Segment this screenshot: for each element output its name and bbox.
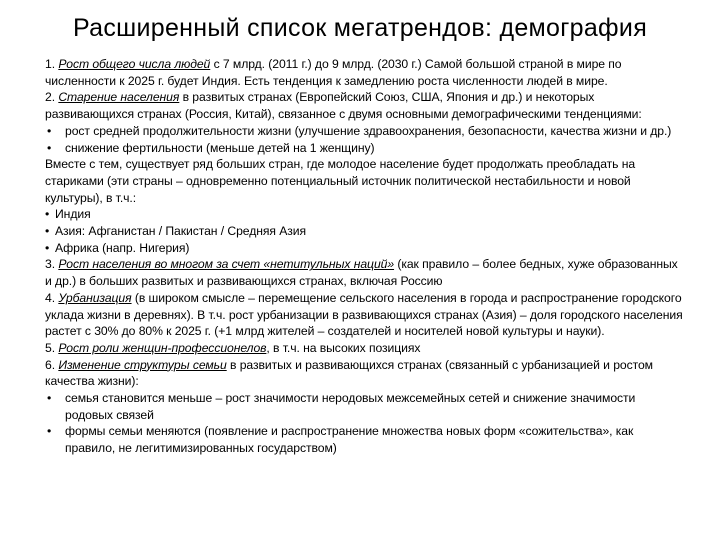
trend-2-bullet-2-text: снижение фертильности (меньше детей на 1 женщину) xyxy=(65,140,375,155)
trend-6-bullet-2-text: формы семьи меняются (появление и распространение множества новых форм «сожительства», как правило, не легитимизированных государством) xyxy=(65,424,634,456)
trend-4 xyxy=(45,290,683,340)
trend-5-number: 5. xyxy=(45,340,56,355)
trend-6-bullet-2 xyxy=(45,423,683,456)
trend-6-bullet-1 xyxy=(45,390,683,423)
trend-6 xyxy=(45,357,683,390)
country-item-2 xyxy=(45,223,683,240)
bullet-icon: • xyxy=(45,224,50,239)
country-item-2-text: Азия: Афганистан / Пакистан / Средняя Азия xyxy=(55,224,307,239)
trend-2-bullet-1 xyxy=(45,123,683,140)
bullet-icon: • xyxy=(47,391,52,406)
trend-3 xyxy=(45,256,683,289)
country-item-1-text: Индия xyxy=(55,207,91,222)
trend-1-number: 1. xyxy=(45,57,56,71)
trend-6-bullet-1-text: семья становится меньше – рост значимости неродовых межсемейных сетей и снижение значимости родовых связей xyxy=(65,391,636,422)
trend-4-topic: Урбанизация xyxy=(58,290,132,305)
trend-3-text: (как правило – более бедных, хуже образованных и др.) в больших развитых и развивающихся странах, включая Россию xyxy=(45,257,678,289)
trend-5 xyxy=(45,340,683,357)
country-item-1 xyxy=(45,206,683,223)
slide-title: Расширенный список мегатрендов: демография xyxy=(72,14,648,42)
trend-1-topic: Рост общего числа людей xyxy=(58,57,211,71)
trend-5-text: , в т.ч. на высоких позициях xyxy=(266,340,421,355)
trend-2-bullet-2 xyxy=(45,140,683,157)
trend-5-topic: Рост роли женщин-профессионелов xyxy=(58,340,267,355)
trend-1-text: с 7 млрд. (2011 г.) до 9 млрд. (2030 г.) Самой большой страной в мире по численности к 2025 г. будет Индия. Есть тенденция к замедлению роста численности людей в мире. xyxy=(45,57,622,88)
slide-content xyxy=(45,56,683,457)
trend-4-number: 4. xyxy=(45,290,56,305)
bullet-icon: • xyxy=(47,140,52,155)
trend-4-text: (в широком смысле – перемещение сельского населения в города и распространение городского уклада жизни в деревнях). В т.ч. рост урбанизации в развивающихся странах (Азия) – доля городского населения растет с 30% до 80% к 2025 г. (+1 млрд жителей – создателей и носителей новой культуры и науки). xyxy=(45,290,683,339)
bullet-icon: • xyxy=(45,207,50,222)
trend-2-bullet-1-text: рост средней продолжительности жизни (улучшение здравоохранения, безопасности, качества жизни и др.) xyxy=(65,123,672,138)
bullet-icon: • xyxy=(45,240,50,255)
trend-2-number: 2. xyxy=(45,90,56,105)
trend-2-text: в развитых странах (Европейский Союз, США, Япония и др.) и некоторых развивающихся странах (Россия, Китай), связанное с двумя основными демографическими тенденциями: xyxy=(45,90,642,122)
trend-6-topic: Изменение структуры семьи xyxy=(58,357,227,372)
trend-3-topic: Рост населения во многом за счет «нетитульных наций» xyxy=(58,257,395,272)
trend-6-text: в развитых и развивающихся странах (связанный с урбанизацией и ростом качества жизни): xyxy=(45,357,653,389)
bullet-icon: • xyxy=(47,123,52,138)
bullet-icon: • xyxy=(47,424,52,439)
country-item-3-text: Африка (напр. Нигерия) xyxy=(55,240,190,255)
trend-1 xyxy=(45,56,683,89)
trend-6-number: 6. xyxy=(45,357,56,372)
trend-2-topic: Старение населения xyxy=(58,90,180,105)
trend-2-extra: Вместе с тем, существует ряд больших стран, где молодое население будет продолжать преобладать на стариками (эти страны – одновременно потенциальный источник политической нестабильности и новой культуры), в т.ч.: xyxy=(45,157,636,205)
country-item-3 xyxy=(45,240,683,257)
trend-3-number: 3. xyxy=(45,257,56,272)
trend-2 xyxy=(45,89,683,122)
